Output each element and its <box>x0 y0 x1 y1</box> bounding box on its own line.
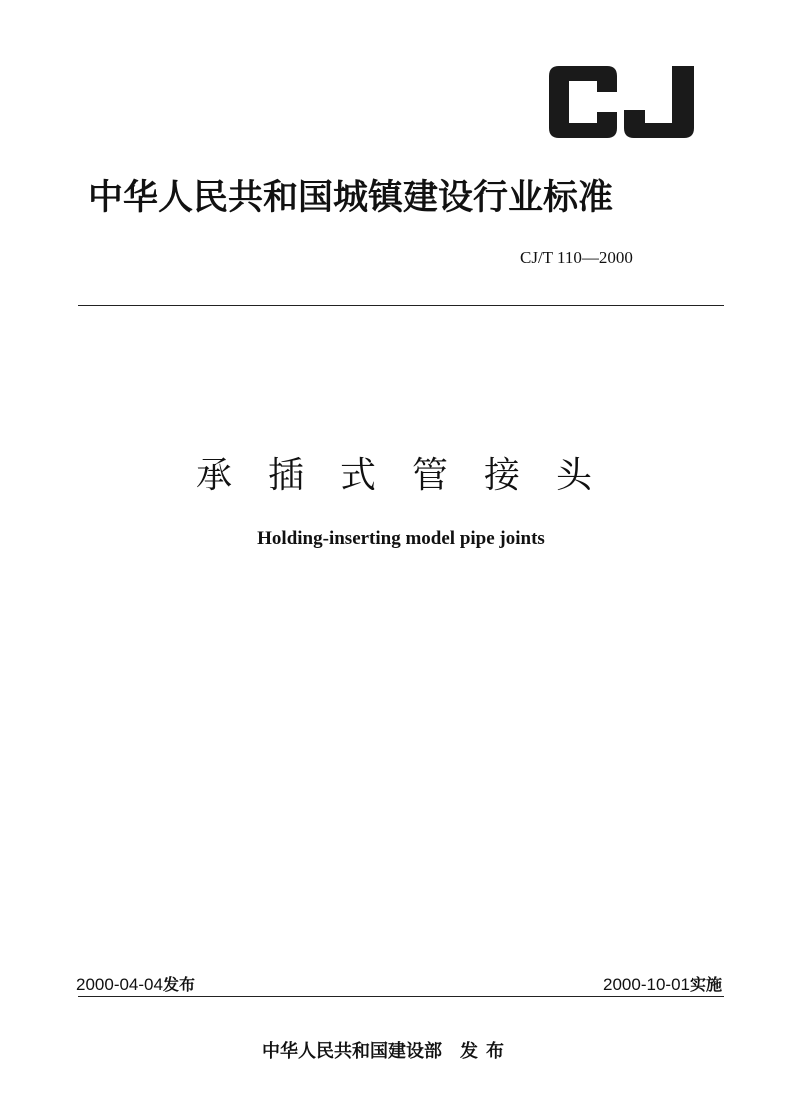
org-title: 中华人民共和国城镇建设行业标准 <box>88 178 614 218</box>
cj-logo-text <box>697 64 698 65</box>
issue-label: 发布 <box>162 975 195 994</box>
document-title: 承插式管接头 <box>196 455 629 496</box>
publisher-name: 中华人民共和国建设部 <box>262 1041 442 1062</box>
implementation-label: 实施 <box>689 975 722 994</box>
issue-date: 2000-04-04 <box>76 975 163 994</box>
implementation-date: 2000-10-01 <box>603 975 690 994</box>
document-subtitle-en: Holding-inserting model pipe joints <box>257 528 545 549</box>
top-divider <box>78 305 724 306</box>
cj-logo-graphic <box>545 64 697 140</box>
standard-number: CJ/T 110—2000 <box>520 248 633 267</box>
publisher-line <box>262 1037 512 1063</box>
bottom-divider <box>78 996 724 997</box>
cj-logo <box>545 64 697 140</box>
publish-label: 发布 <box>460 1041 512 1062</box>
implementation-date-line <box>603 972 722 995</box>
issue-date-line <box>76 972 195 995</box>
